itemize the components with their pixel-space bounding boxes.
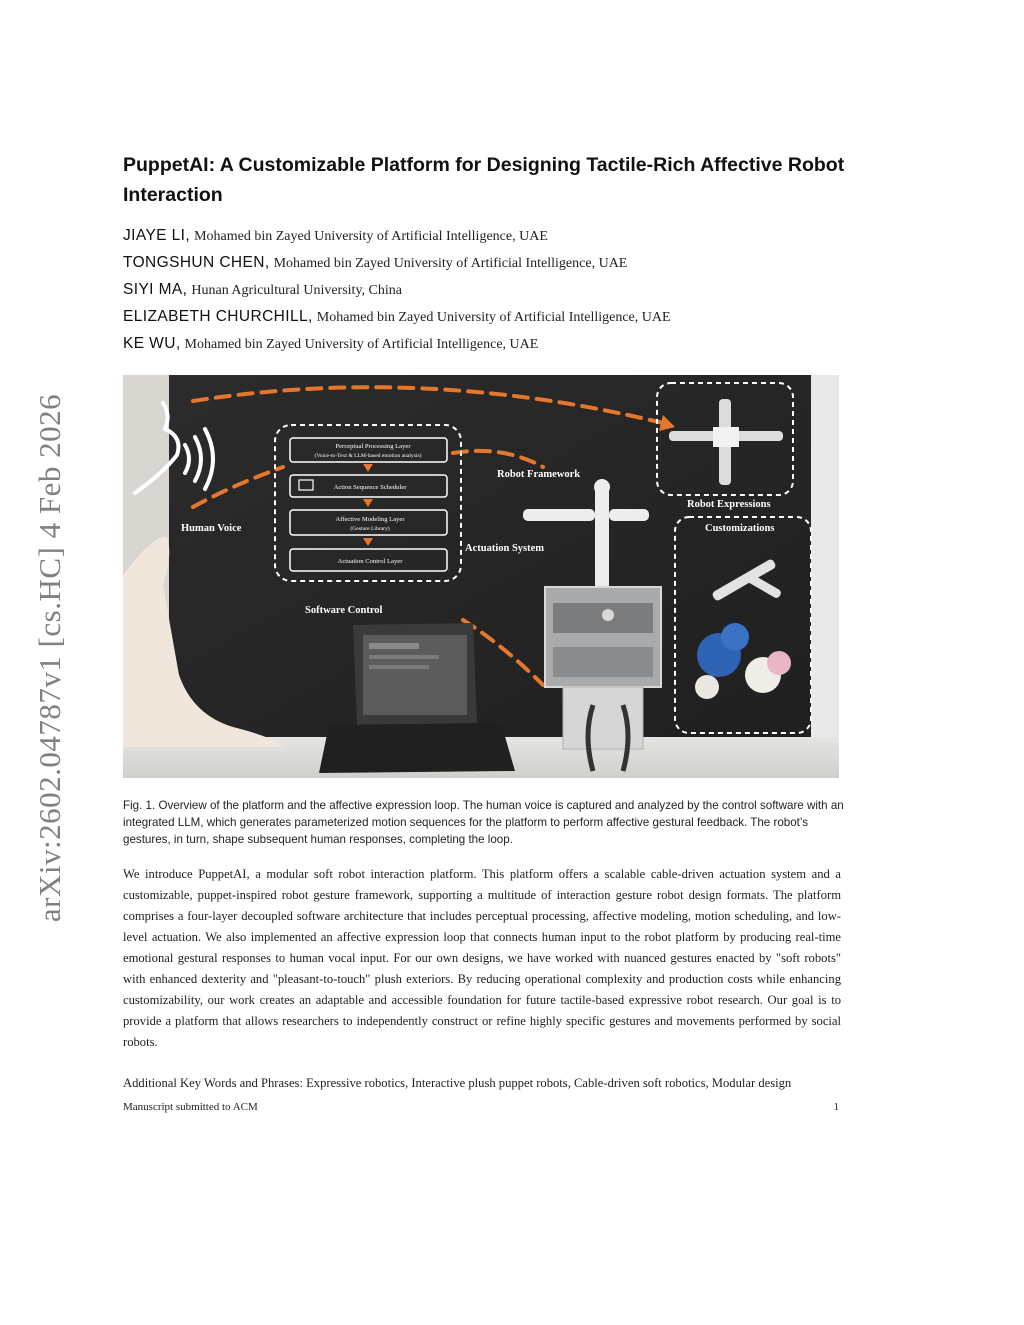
- human-voice-label: Human Voice: [181, 523, 242, 534]
- author-list: [123, 222, 883, 357]
- robot-framework-label: Robot Framework: [497, 469, 581, 480]
- author-entry: ELIZABETH CHURCHILL, Mohamed bin Zayed University of Artificial Intelligence, UAE: [123, 308, 671, 325]
- author-entry: KE WU, Mohamed bin Zayed University of Artificial Intelligence, UAE: [123, 335, 539, 352]
- layer-title: Perceptual Processing Layer: [335, 443, 411, 450]
- layer-title: Action Sequence Scheduler: [333, 484, 407, 491]
- actuation-system-label: Actuation System: [465, 543, 545, 554]
- author-affiliation: Mohamed bin Zayed University of Artificial Intelligence, UAE: [194, 229, 548, 244]
- author-name: ELIZABETH CHURCHILL: [123, 308, 309, 325]
- robot-expressions-label: Robot Expressions: [687, 499, 771, 510]
- keywords: Additional Key Words and Phrases: Expressive robotics, Interactive plush puppet robots, Cable-driven soft robotics, Modular design: [123, 1076, 792, 1090]
- right-white-board: [811, 375, 839, 778]
- layer-title: Affective Modeling Layer: [335, 516, 405, 523]
- software-control-label: Software Control: [305, 605, 383, 616]
- overview-figure-illustration: [123, 375, 839, 778]
- arxiv-identifier-stamp: arXiv:2602.04787v1 [cs.HC] 4 Feb 2026: [32, 393, 67, 923]
- abstract: We introduce PuppetAI, a modular soft robot interaction platform. This platform offers a scalable cable-driven actuation system and a customizable, puppet-inspired robot gesture framework, supporting a multitude of interaction gesture robot design formats. The platform comprises a four-layer decoupled software architecture that includes perceptual processing, affective modeling, motion scheduling, and low-level actuation. We also implemented an affective expression loop that connects human input to the robot platform by producing real-time emotional gestural responses to human vocal input. For our own designs, we have worked with nuanced gestures enacted by "soft robots" with enhanced dexterity and "pleasant-to-touch" plush exteriors. By reducing operational complexity and production costs while enhancing customizability, our work creates an adaptable and accessible foundation for future tactile-based expressive robot research. Our goal is to provide a platform that allows researchers to independently construct or refine highly specific gestures and movements performed by social robots.: [123, 867, 841, 1049]
- author-name: SIYI MA: [123, 281, 183, 298]
- author-entry: TONGSHUN CHEN, Mohamed bin Zayed University of Artificial Intelligence, UAE: [123, 254, 628, 271]
- paper-title: PuppetAI: A Customizable Platform for Designing Tactile-Rich Affective Robot Interaction: [123, 154, 845, 206]
- author-name: KE WU: [123, 335, 176, 352]
- figure-caption: Fig. 1. Overview of the platform and the affective expression loop. The human voice is captured and analyzed by the control software with an integrated LLM, which generates parameterized motion sequences for the platform to perform affective gestural feedback. The robot’s gestures, in turn, shape subsequent human responses, completing the loop.: [123, 799, 844, 846]
- page-number: 1: [833, 1101, 839, 1113]
- author-affiliation: Mohamed bin Zayed University of Artificial Intelligence, UAE: [273, 256, 628, 271]
- author-affiliation: Hunan Agricultural University, China: [191, 283, 402, 298]
- layer-title: Actuation Control Layer: [337, 558, 403, 565]
- author-affiliation: Mohamed bin Zayed University of Artificial Intelligence, UAE: [184, 337, 539, 352]
- overview-figure: [123, 375, 839, 778]
- customizations-label: Customizations: [705, 523, 775, 534]
- layer-subtitle: (Gesture Library): [350, 526, 390, 532]
- author-entry: JIAYE LI, Mohamed bin Zayed University of Artificial Intelligence, UAE: [123, 227, 548, 244]
- author-affiliation: Mohamed bin Zayed University of Artificial Intelligence, UAE: [316, 310, 671, 325]
- manuscript-note: Manuscript submitted to ACM: [123, 1101, 258, 1113]
- author-name: TONGSHUN CHEN: [123, 254, 265, 271]
- author-entry: SIYI MA, Hunan Agricultural University, China: [123, 281, 402, 298]
- author-name: JIAYE LI: [123, 227, 186, 244]
- layer-subtitle: (Voice-to-Text & LLM-based emotion analysis): [314, 453, 422, 459]
